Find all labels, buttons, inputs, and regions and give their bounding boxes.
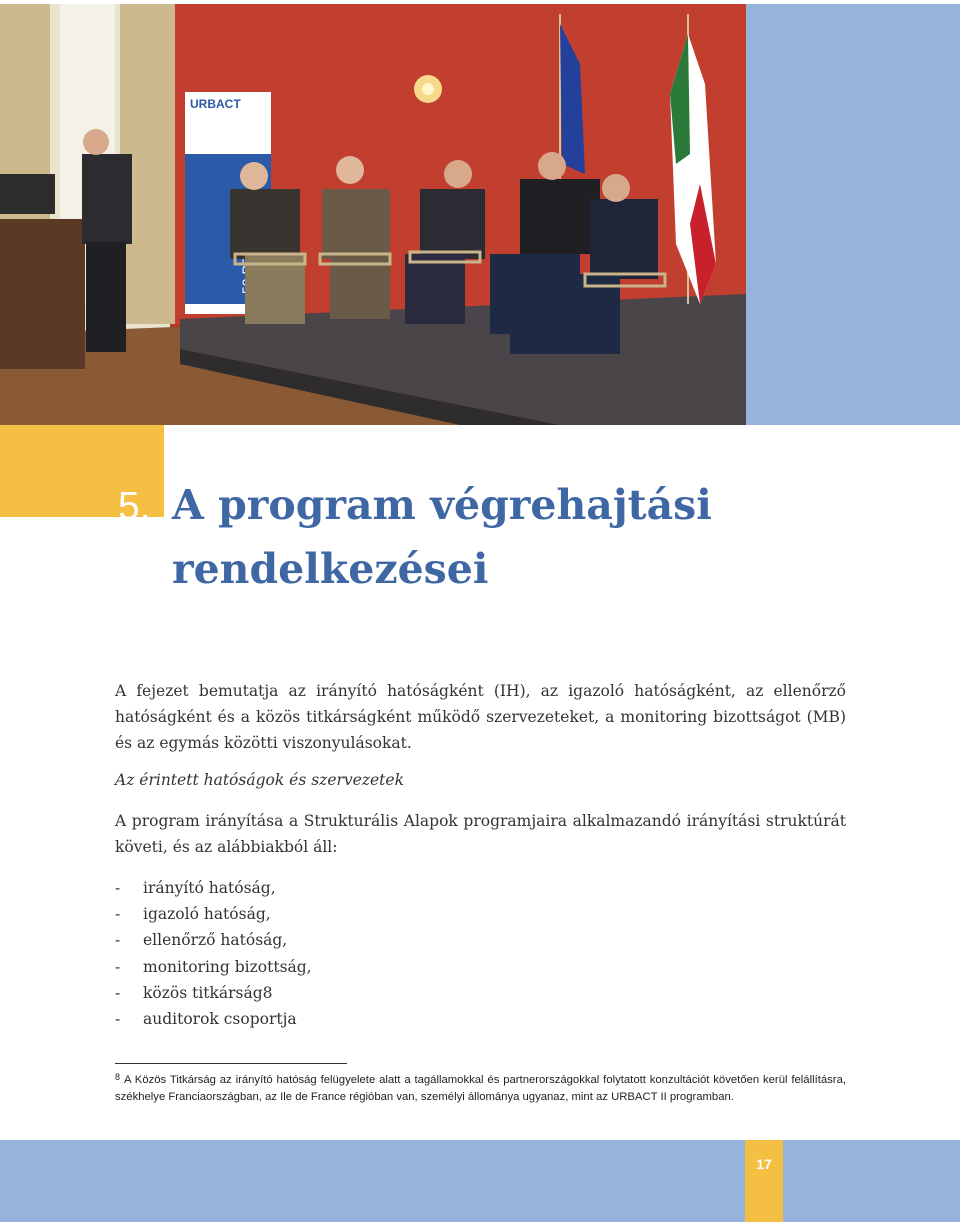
- chapter-title-line1: A program végrehajtási: [172, 481, 712, 529]
- list-item-text: monitoring bizottság,: [143, 957, 312, 976]
- footnote-divider: [115, 1063, 347, 1064]
- chapter-heading: [118, 474, 878, 600]
- list-item-text: igazoló hatóság,: [143, 905, 271, 924]
- footnote: [115, 1072, 846, 1106]
- conference-panel-photo: [0, 4, 746, 425]
- list-marker: -: [115, 983, 121, 1002]
- structure-paragraph: A program irányítása a Strukturális Alapok programjaira alkalmazandó irányítási struktúrát követi, és az alábbiakból áll:: [115, 812, 846, 856]
- list-item: [115, 927, 312, 953]
- list-item: [115, 875, 312, 901]
- page-number: 17: [745, 1140, 783, 1222]
- list-item: [115, 901, 312, 927]
- list-marker: -: [115, 905, 121, 924]
- footnote-text: A Közös Titkárság az irányító hatóság felügyelete alatt a tagállamokkal és partnerországokkal folytatott konzultációt követően kerül felállításra, székhelye Franciaországban, az Ile de France régióban van, személyi állománya ugyanaz, mint az URBACT II programban.: [115, 1074, 846, 1103]
- organization-list: [115, 875, 312, 1032]
- list-item: [115, 1006, 312, 1032]
- footer-bar: [0, 1140, 960, 1222]
- list-item-text: irányító hatóság,: [143, 879, 276, 897]
- list-item-text: közös titkárság8: [143, 983, 273, 1002]
- intro-paragraph: A fejezet bemutatja az irányító hatóságként (IH), az igazoló hatóságként, az ellenőrző hatóságként és a közös titkárságként működő szervezeteket, a monitoring bizottságot (MB) és az egymás közötti viszonyulásokat.: [115, 682, 846, 752]
- decorative-blue-strip: [746, 4, 960, 425]
- chapter-number: 5.: [118, 485, 151, 528]
- list-marker: -: [115, 957, 121, 976]
- list-item-text: auditorok csoportja: [143, 1010, 297, 1029]
- chapter-title-line2: rendelkezései: [172, 545, 489, 593]
- section-subheading: Az érintett hatóságok és szervezetek: [115, 771, 404, 789]
- list-marker: -: [115, 879, 121, 897]
- footnote-marker: 8: [115, 1072, 121, 1082]
- list-item-text: ellenőrző hatóság,: [143, 931, 288, 950]
- list-marker: -: [115, 1010, 121, 1029]
- list-marker: -: [115, 931, 121, 950]
- list-item: [115, 954, 312, 980]
- banner-text: URBACT: [190, 97, 241, 111]
- list-item: [115, 980, 312, 1006]
